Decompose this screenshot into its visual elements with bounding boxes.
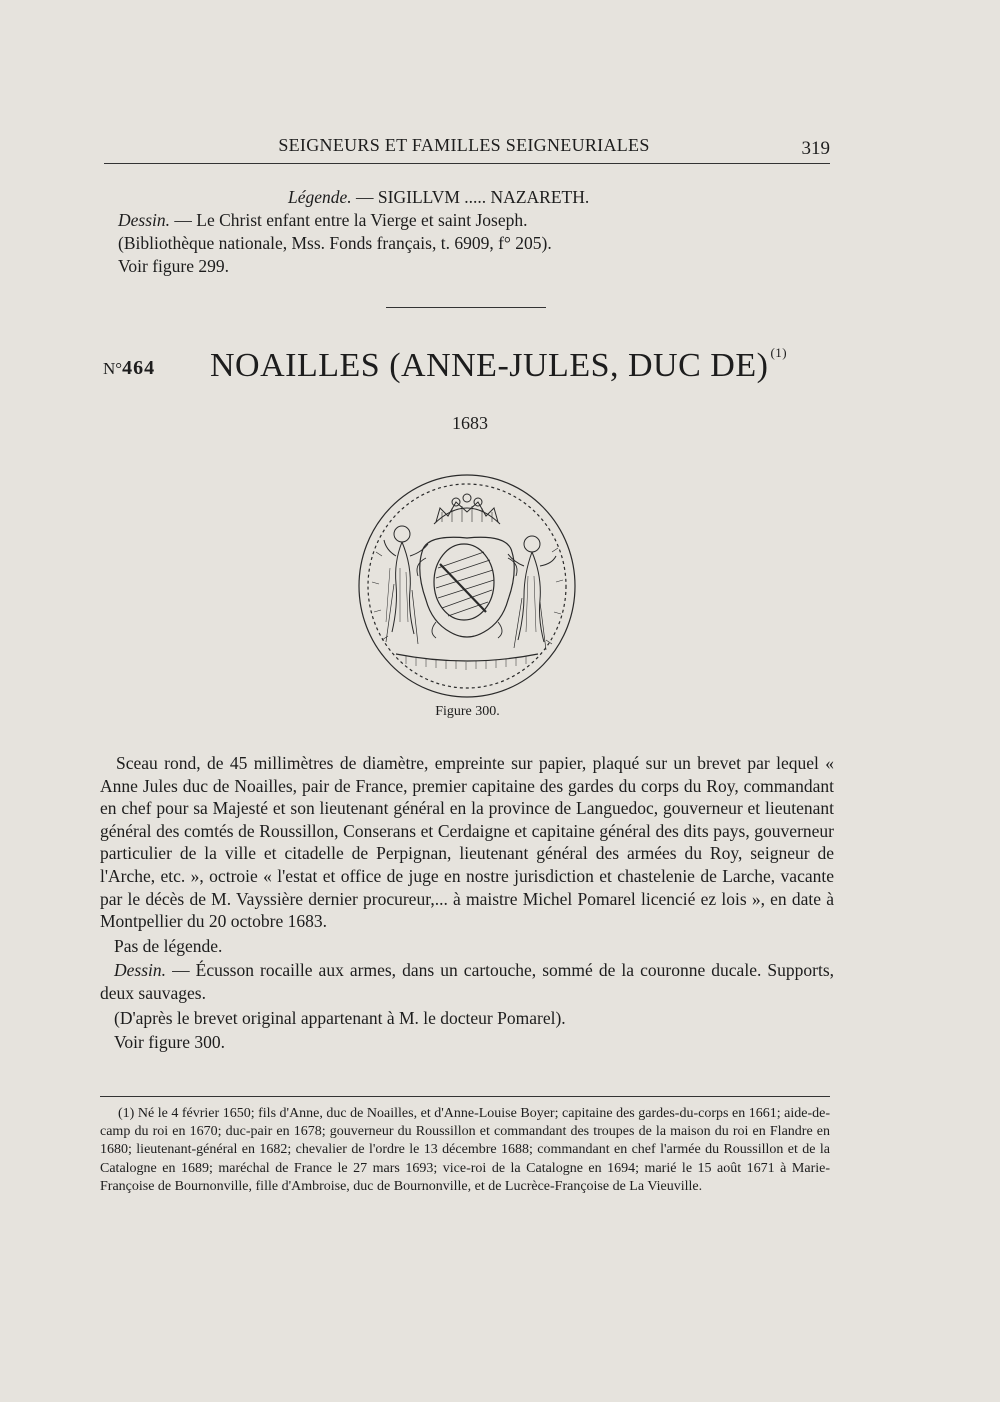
dessin-label: Dessin.: [118, 210, 171, 230]
coat-of-arms-shield: [434, 544, 494, 620]
previous-legend: [118, 186, 818, 209]
seal-ground: [396, 654, 538, 661]
dessin-text: — Écusson rocaille aux armes, dans un cartouche, sommé de la couronne ducale. Supports, deux sauvages.: [100, 960, 834, 1003]
entry-number-value: 464: [122, 357, 156, 379]
seal-illustration: [356, 472, 578, 700]
figure-reference: Voir figure 300.: [114, 1032, 225, 1053]
no-legend-note: Pas de légende.: [114, 935, 223, 956]
previous-dessin: [118, 209, 818, 232]
entry-heading: [103, 345, 843, 389]
ducal-crown: [434, 494, 500, 524]
footnote-rule: [100, 1096, 830, 1097]
right-supporter: [508, 536, 556, 650]
dessin-label: Dessin.: [114, 960, 167, 981]
entry-date: 1683: [452, 413, 488, 433]
header-rule: [104, 163, 830, 164]
entry-number: [103, 357, 155, 380]
source-note: (D'après le brevet original appartenant à M. le docteur Pomarel).: [114, 1007, 566, 1028]
legend-text: — SIGILLVM ..... NAZARETH.: [351, 187, 590, 207]
previous-figure-ref: Voir figure 299.: [118, 256, 229, 276]
running-title: SEIGNEURS ET FAMILLES SEIGNEURIALES: [278, 135, 650, 155]
entry-title-text: NOAILLES (ANNE-JULES, DUC DE): [210, 347, 769, 384]
running-head: [104, 133, 830, 159]
seal-description: Sceau rond, de 45 millimètres de diamètre, empreinte sur papier, plaqué sur un brevet par lequel « Anne Jules duc de Noailles, pair de France, premier capitaine des gardes du corps du Roy, commandant en chef pour sa Majesté et son lieutenant général en la province de Languedoc, gouverneur et lieutenant général des comtés de Roussillon, Conserans et Cerdaigne et capitaine général des dits pays, gouverneur particulier de la ville et citadelle de Perpignan, lieutenant général des armées du Roy, seigneur de l'Arche, etc. », octroie « l'estat et office de juge en nostre jurisdiction et chastelenie de Larche, vacante par le décès de M. Vayssière dernier procureur,... à maistre Michel Pomarel licencié ez lois », en date à Montpellier du 20 octobre 1683.: [100, 753, 834, 932]
previous-entry: [118, 186, 818, 278]
footnote: (1) Né le 4 février 1650; fils d'Anne, duc de Noailles, et d'Anne-Louise Boyer; capitaine des gardes-du-corps en 1661; aide-de-camp du roi en 1670; duc-pair en 1678; gouverneur du Roussillon et commandant des troupes de la maison du roi en Flandre en 1680; lieutenant-général en 1682; chevalier de l'ordre le 13 décembre 1688; commandant en chef l'armée du Roussillon et de la Catalogne en 1689; maréchal de France le 27 mars 1693; vice-roi de la Catalogne en 1694; marié le 15 août 1671 à Marie-Françoise de Bournonville, fille d'Ambroise, duc de Bournonville, et de Lucrèce-Françoise de La Vieuville.: [100, 1106, 830, 1194]
entry-body: [100, 752, 834, 1054]
entry-number-prefix: N°: [103, 359, 123, 378]
section-separator: [386, 307, 546, 308]
previous-source: (Bibliothèque nationale, Mss. Fonds français, t. 6909, f° 205).: [118, 233, 552, 253]
entry-title: [210, 345, 787, 385]
figure-caption: Figure 300.: [435, 704, 500, 719]
legend-label: Légende.: [288, 187, 352, 207]
shield-bends: [436, 552, 494, 616]
page-number: 319: [801, 138, 830, 159]
footnote-marker: (1): [770, 345, 788, 360]
seal-inner-ring: [368, 484, 566, 688]
dessin-paragraph: [100, 959, 834, 1004]
dessin-text: — Le Christ enfant entre la Vierge et saint Joseph.: [170, 210, 528, 230]
